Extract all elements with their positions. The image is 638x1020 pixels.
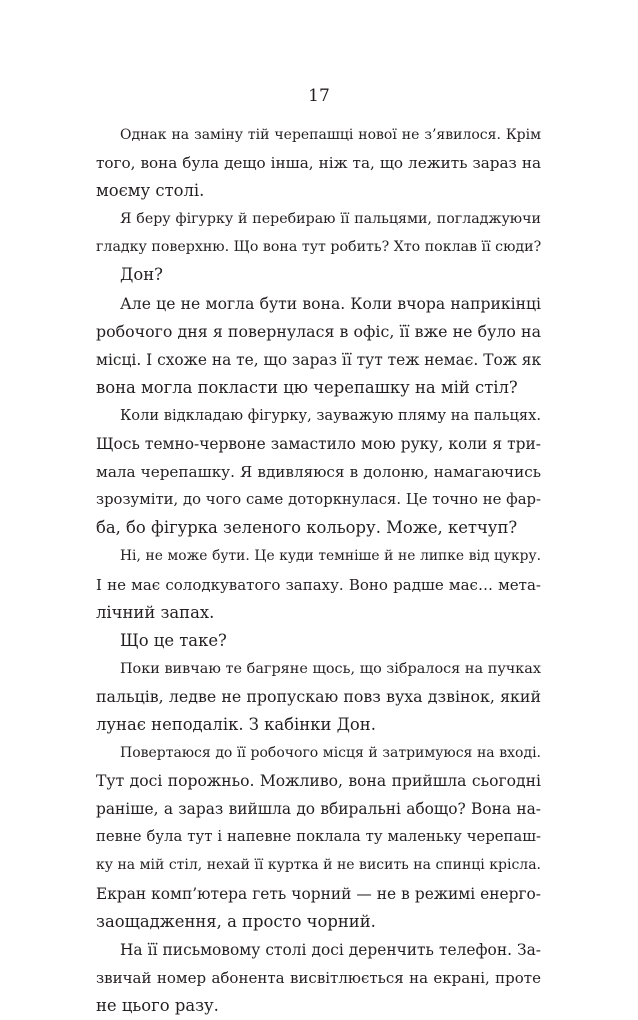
text-line: Дон? xyxy=(120,265,163,285)
paragraph xyxy=(96,402,541,542)
text-line: лічний запах. xyxy=(96,602,215,622)
paragraph xyxy=(96,261,541,289)
text-line: мала черепашку. Я вдивляюся в долоню, намагаючись xyxy=(96,463,541,482)
text-line: зрозуміти, до чого саме доторкнулася. Це точно не фар- xyxy=(96,491,541,509)
text-line: гладку поверхню. Що вона тут робить? Хто поклав її сюди? xyxy=(96,239,542,256)
text-line: моєму столі. xyxy=(96,181,205,201)
text-line: робочого дня я повернулася в офіс, її вже не було на xyxy=(96,321,541,341)
text-line: Однак на заміну тій черепашці нової не з’явилося. Крім xyxy=(120,127,541,143)
text-line: Екран комп’ютера геть чорний — не в режимі енерго- xyxy=(96,884,541,903)
paragraph xyxy=(96,655,541,739)
text-line: раніше, а зараз вийшла до вбиральні абощо? Вона на- xyxy=(96,800,541,819)
text-line: На її письмовому столі досі деренчить телефон. За- xyxy=(120,940,541,959)
text-line: Щось темно-червоне замастило мою руку, коли я три- xyxy=(96,435,541,454)
body-text xyxy=(96,121,541,1020)
text-line: Повертаюся до її робочого місця й затримуюся на вході. xyxy=(120,745,541,762)
paragraph xyxy=(96,627,541,655)
text-line: місці. І схоже на те, що зараз її тут теж немає. Тож як xyxy=(96,350,542,369)
page-number: 17 xyxy=(308,86,330,106)
text-line: Ні, не може бути. Це куди темніше й не липке від цукру. xyxy=(120,548,541,565)
text-line: того, вона була дещо інша, ніж та, що лежить зараз на xyxy=(96,154,541,173)
text-line: ба, бо фігурка зеленого кольору. Може, кетчуп? xyxy=(96,518,518,538)
text-line: не цього разу. xyxy=(96,995,219,1015)
text-line: певне була тут і напевне поклала ту маленьку черепаш- xyxy=(96,828,541,846)
paragraph xyxy=(96,739,541,936)
text-line: Коли відкладаю фігурку, зауважую пляму на пальцях. xyxy=(120,406,541,424)
text-line: Тут досі порожньо. Можливо, вона прийшла сьогодні xyxy=(96,772,541,791)
text-line: І не має солодкуватого запаху. Воно радше має… мета- xyxy=(96,575,541,594)
paragraph xyxy=(96,121,541,205)
text-line: Поки вивчаю те багряне щось, що зібралося на пучках xyxy=(120,660,541,677)
paragraph xyxy=(96,936,541,1020)
text-line: Я беру фігурку й перебираю її пальцями, погладжуючи xyxy=(120,211,541,228)
text-line: звичай номер абонента висвітлюється на екрані, проте xyxy=(96,968,541,987)
text-line: Але це не могла бути вона. Коли вчора наприкінці xyxy=(120,294,541,313)
text-line: ку на мій стіл, нехай її куртка й не висить на спинці крісла. xyxy=(96,857,541,874)
paragraph xyxy=(96,290,541,402)
text-line: заощадження, а просто чорний. xyxy=(96,911,376,931)
paragraph xyxy=(96,205,541,261)
text-line: вона могла покласти цю черепашку на мій стіл? xyxy=(96,377,518,397)
text-line: пальців, ледве не пропускаю повз вуха дзвінок, який xyxy=(96,686,541,706)
text-line: лунає неподалік. З кабінки Дон. xyxy=(96,714,376,734)
text-line: Що це таке? xyxy=(120,630,227,650)
paragraph xyxy=(96,542,541,626)
